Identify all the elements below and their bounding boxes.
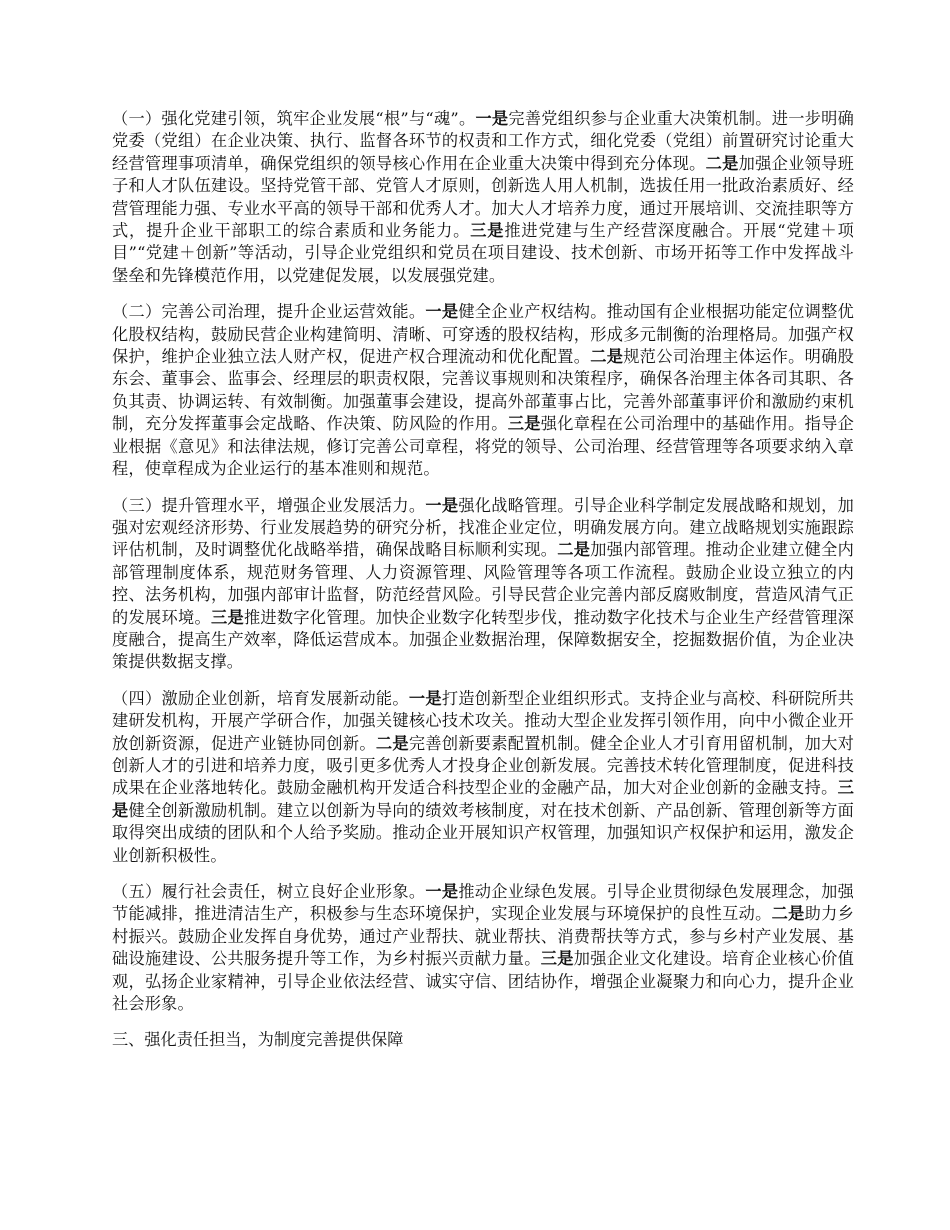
paragraph-text: 强化章程在公司治理中的基础作用。指导企业根据《意见》和法律法规，修订完善公司章程，将党的领导、公司治理、经营管理等各项要求纳入章程，使章程成为企业运行的基本准则和规范。 xyxy=(112,414,854,479)
paragraph-text: 健全创新激励机制。建立以创新为导向的绩效考核制度，对在技术创新、产品创新、管理创新等方面取得突出成绩的团队和个人给予奖励。推动企业开展知识产权管理，加强知识产权保护和运用，激发企业创新积极性。 xyxy=(112,800,855,865)
paragraph-text: 加强内部管理。推动企业建立健全内部管理制度体系，规范财务管理、人力资源管理、风险管理等各项工作流程。鼓励企业设立独立的内控、法务机构，加强内部审计监督，防范经营风险。引导民营企业完善内部反腐败制度，营造风清气正的发展环境。 xyxy=(112,540,854,627)
emphasis-marker: 三是 xyxy=(112,778,854,820)
emphasis-marker: 一是 xyxy=(425,302,459,322)
emphasis-marker: 三是 xyxy=(540,949,574,969)
section-heading: 三、强化责任担当，为制度完善提供保障 xyxy=(112,1030,404,1050)
emphasis-marker: 二是 xyxy=(771,904,805,924)
paragraph-text: 助力乡村振兴。鼓励企业发挥自身优势，通过产业帮扶、就业帮扶、消费帮扶等方式，参与乡村产业发展、基础设施建设、公共服务提升等工作，为乡村振兴贡献力量。 xyxy=(112,904,854,969)
emphasis-marker: 一是 xyxy=(425,882,459,901)
paragraph-text: 健全企业产权结构。推动国有企业根据功能定位调整优化股权结构，鼓励民营企业构建简明、清晰、可穿透的股权结构，形成多元制衡的治理格局。加强产权保护，维护企业独立法人财产权，促进产权合理流动和优化配置。 xyxy=(112,302,854,367)
emphasis-marker: 三是 xyxy=(470,221,505,241)
paragraph-text: 推动企业绿色发展。引导企业贯彻绿色发展理念，加强节能减排，推进清洁生产，积极参与生态环境保护，实现企业发展与环境保护的良性互动。 xyxy=(112,882,854,924)
emphasis-marker: 一是 xyxy=(408,688,442,708)
document-page xyxy=(112,108,854,1051)
emphasis-marker: 二是 xyxy=(705,153,739,173)
paragraph-text: 完善创新要素配置机制。健全企业人才引育用留机制，加大对创新人才的引进和培养力度，吸引更多优秀人才投身企业创新发展。完善技术转化管理制度，促进科技成果在企业落地转化。鼓励金融机构开发适合科技型企业的金融产品，加大对企业创新的金融支持。 xyxy=(112,733,854,798)
paragraph-text: 强化战略管理。引导企业科学制定发展战略和规划，加强对宏观经济形势、行业发展趋势的研究分析，找准企业定位，明确发展方向。建立战略规划实施跟踪评估机制，及时调整优化战略举措，确保战略目标顺利实现。 xyxy=(112,495,854,560)
paragraph-text: 推进数字化管理。加快企业数字化转型步伐，推动数字化技术与企业生产经营管理深度融合，提高生产效率，降低运营成本。加强企业数据治理，保障数据安全，挖掘数据价值，为企业决策提供数据支撑。 xyxy=(112,607,854,672)
paragraph-4-innovation xyxy=(112,688,854,867)
emphasis-marker: 三是 xyxy=(210,607,244,627)
paragraph-text: （二）完善公司治理，提升企业运营效能。 xyxy=(112,302,426,322)
paragraph-text: （五）履行社会责任，树立良好企业形象。 xyxy=(112,882,426,901)
emphasis-marker: 二是 xyxy=(375,733,409,753)
paragraph-text: 规范公司治理主体运作。明确股东会、董事会、监事会、经理层的职责权限，完善议事规则和决策程序，确保各治理主体各司其职、各负其责、协调运转、有效制衡。加强董事会建设，提高外部董事占比，完善外部董事评价和激励约束机制，充分发挥董事会定战略、作决策、防风险的作用。 xyxy=(112,347,854,434)
paragraph-text: （三）提升管理水平，增强企业发展活力。 xyxy=(112,495,426,515)
paragraph-5-social-responsibility xyxy=(112,881,854,1015)
paragraph-text: （四）激励企业创新，培育发展新动能。 xyxy=(112,688,409,708)
paragraph-text: 加强企业文化建设。培育企业核心价值观，弘扬企业家精神，引导企业依法经营、诚实守信、团结协作，增强企业凝聚力和向心力，提升企业社会形象。 xyxy=(112,949,854,1014)
paragraph-text: 加强企业领导班子和人才队伍建设。坚持党管干部、党管人才原则，创新选人用人机制，选拔任用一批政治素质好、经营管理能力强、专业水平高的领导干部和优秀人才。加大人才培养力度，通过开展培训、交流挂职等方式，提升企业干部职工的综合素质和业务能力。 xyxy=(112,153,854,241)
paragraph-2-corporate-governance xyxy=(112,301,854,480)
paragraph-text: 打造创新型企业组织形式。支持企业与高校、科研院所共建研发机构，开展产学研合作，加强关键核心技术攻关。推动大型企业发挥引领作用，向中小微企业开放创新资源，促进产业链协同创新。 xyxy=(112,688,854,753)
emphasis-marker: 一是 xyxy=(475,109,509,128)
paragraph-1-party-building xyxy=(112,108,854,287)
emphasis-marker: 三是 xyxy=(507,414,541,434)
paragraph-text: （一）强化党建引领，筑牢企业发展“根”与“魂”。 xyxy=(112,109,476,128)
paragraph-3-management-level xyxy=(112,495,854,674)
paragraph-text: 完善党组织参与企业重大决策机制。进一步明确党委（党组）在企业决策、执行、监督各环节的权责和工作方式，细化党委（党组）前置研究讨论重大经营管理事项清单，确保党组织的领导核心作用在企业重大决策中得到充分体现。 xyxy=(112,109,854,173)
paragraph-text: 推进党建与生产经营深度融合。开展“党建＋项目”“党建＋创新”等活动，引导企业党组织和党员在项目建设、技术创新、市场开拓等工作中发挥战斗堡垒和先锋模范作用，以党建促发展，以发展强党建。 xyxy=(112,221,854,285)
emphasis-marker: 二是 xyxy=(590,347,624,367)
emphasis-marker: 二是 xyxy=(557,540,591,560)
emphasis-marker: 一是 xyxy=(425,495,459,515)
